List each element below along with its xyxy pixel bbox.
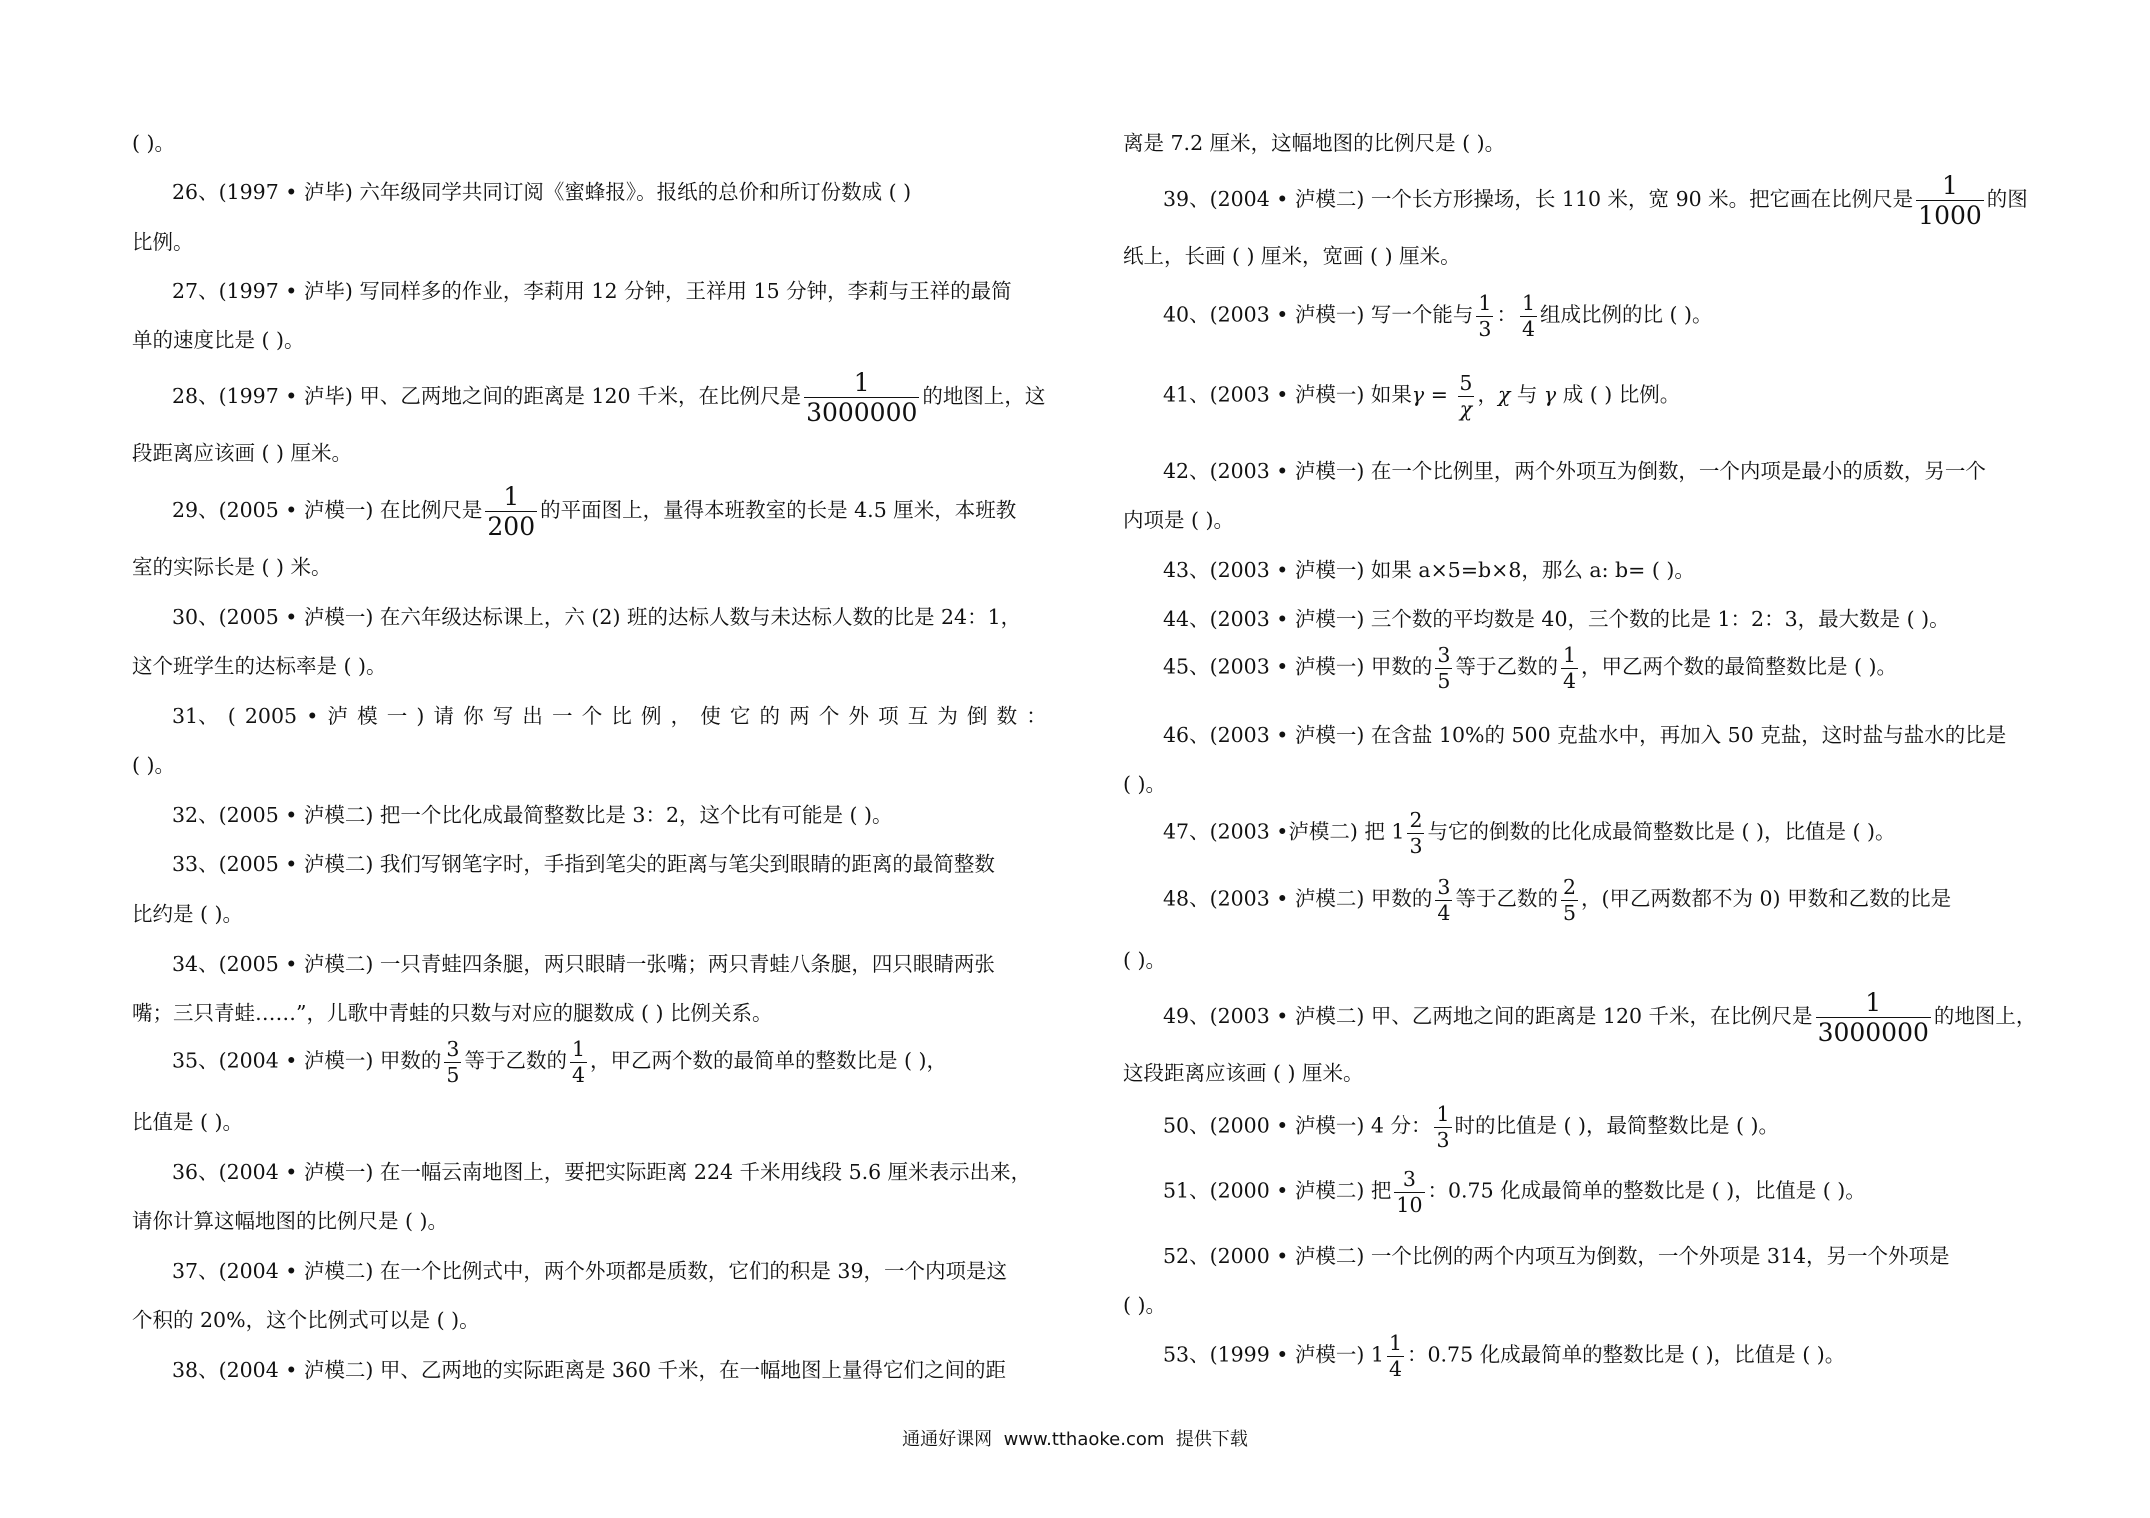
q31-char: ： [1026, 704, 1047, 728]
q31-char: • [306, 704, 319, 728]
q48-fraction-2-5 [1561, 877, 1578, 923]
q33-line1: 33、(2005 • 泸模二) 我们写钢笔字时，手指到笔尖的距离与笔尖到眼睛的距离的最简整数 [172, 852, 995, 876]
q31-char: 个 [581, 704, 603, 728]
q31-char: ， [670, 704, 692, 728]
q29-line2: 室的实际长是 ( ) 米。 [132, 555, 332, 579]
q41-numerator: 5 [1459, 371, 1473, 395]
q48-f2-denominator: 5 [1562, 900, 1576, 925]
q31-char: 你 [463, 704, 484, 728]
q28-line1 [132, 370, 1047, 425]
q45-fraction-3-5 [1435, 645, 1452, 691]
q29-text-tail: 的平面图上，量得本班教室的长是 4.5 厘米，本班教 [540, 498, 1017, 522]
q40-colon: ： [1496, 302, 1517, 327]
q43-line1: 43、(2003 • 泸模一) 如果 a×5=b×8，那么 a: b= ( )。 [1163, 558, 1695, 582]
q53-text-tail: ：0.75 化成最简单的整数比是 ( )，比值是 ( )。 [1406, 1342, 1846, 1367]
q41-text-tail: 成 ( ) 比例。 [1556, 382, 1681, 407]
q31-char: 外 [848, 704, 869, 728]
q28-text-tail: 的地图上，这 [922, 384, 1046, 408]
q47-fraction-2-3 [1407, 810, 1424, 856]
q29-denominator: 200 [487, 512, 536, 541]
q50-text-tail: 时的比值是 ( )，最简整数比是 ( )。 [1454, 1113, 1780, 1138]
q35-line1 [132, 1039, 1047, 1085]
q45-f1-numerator: 3 [1437, 643, 1451, 667]
q35-text: 35、(2004 • 泸模一) 甲数的 [172, 1048, 442, 1073]
q35-fraction-1-4 [570, 1039, 587, 1085]
q42-line1: 42、(2003 • 泸模一) 在一个比例里，两个外项互为倒数，一个内项是最小的质数，另一个 [1163, 459, 1986, 483]
q35-f2-denominator: 4 [571, 1062, 585, 1087]
q48-text-tail: ，(甲乙两数都不为 0) 甲数和乙数的比是 [1581, 886, 1952, 911]
q31-char: ) [416, 704, 425, 728]
q40-f2-numerator: 1 [1521, 291, 1535, 315]
q40-f1-denominator: 3 [1478, 316, 1492, 341]
q51-denominator: 10 [1396, 1192, 1423, 1217]
q49-text: 49、(2003 • 泸模二) 甲、乙两地之间的距离是 120 千米，在比例尺是 [1163, 1004, 1813, 1028]
q53-line1 [1123, 1333, 2045, 1379]
q31-char: 2005 [244, 704, 298, 728]
q39-text: 39、(2004 • 泸模二) 一个长方形操场，长 110 米，宽 90 米。把它画在比例尺是 [1163, 187, 1914, 211]
q41-comma: ， [1477, 382, 1498, 407]
q35-text-mid: 等于乙数的 [464, 1048, 567, 1073]
q50-fraction-1-3 [1434, 1104, 1451, 1150]
q30-line1: 30、(2005 • 泸模一) 在六年级达标课上，六 (2) 班的达标人数与未达标人数的比是 24：1， [172, 605, 1022, 629]
q38-line1: 38、(2004 • 泸模二) 甲、乙两地的实际距离是 360 千米，在一幅地图上量得它们之间的距 [172, 1358, 1007, 1382]
q27-line1: 27、(1997 • 泸毕) 写同样多的作业，李莉用 12 分钟，王祥用 15 分钟，李莉与王祥的最简 [172, 279, 1012, 303]
q35-f1-numerator: 3 [446, 1037, 460, 1061]
q31-char: 互 [907, 704, 929, 728]
q36-line1: 36、(2004 • 泸模一) 在一幅云南地图上，要把实际距离 224 千米用线段 5.6 厘米表示出来， [172, 1160, 1032, 1184]
q45-f1-denominator: 5 [1437, 668, 1451, 693]
q28-line2: 段距离应该画 ( ) 厘米。 [132, 441, 353, 465]
q51-text-tail: ：0.75 化成最简单的整数比是 ( )，比值是 ( )。 [1427, 1178, 1866, 1203]
q41-fraction-5-chi [1457, 373, 1474, 419]
q31-char: 一 [552, 704, 573, 728]
q39-line1 [1123, 173, 2045, 228]
q27-line2: 单的速度比是 ( )。 [132, 328, 305, 352]
q41-text-and: 与 [1510, 382, 1544, 407]
q37-line1: 37、(2004 • 泸模二) 在一个比例式中，两个外项都是质数，它们的积是 39，一个内项是这 [172, 1259, 1007, 1283]
q31-char: ( [227, 704, 236, 728]
q39-denominator: 1000 [1918, 201, 1982, 230]
q45-fraction-1-4 [1561, 645, 1578, 691]
q47-line1 [1123, 810, 2045, 856]
q49-numerator: 1 [1865, 988, 1882, 1017]
q41-equals: = [1424, 382, 1455, 407]
q31-char: 的 [759, 704, 781, 728]
q52-line2: ( )。 [1123, 1293, 1167, 1317]
q45-f2-denominator: 4 [1562, 668, 1576, 693]
q30-line2: 这个班学生的达标率是 ( )。 [132, 654, 387, 678]
q51-text: 51、(2000 • 泸模二) 把 [1163, 1178, 1392, 1203]
q49-line1 [1123, 990, 2045, 1045]
q51-fraction-3-10 [1394, 1169, 1424, 1215]
q35-text-tail: ，甲乙两个数的最简单的整数比是 ( )， [590, 1048, 948, 1073]
q35-f2-numerator: 1 [571, 1037, 585, 1061]
q40-line1 [1123, 293, 2045, 339]
q48-text-mid: 等于乙数的 [1455, 886, 1558, 911]
q28-numerator: 1 [853, 368, 870, 397]
q29-text: 29、(2005 • 泸模一) 在比例尺是 [172, 498, 483, 522]
q41-var-chi: χ [1497, 382, 1511, 407]
q46-line2: ( )。 [1123, 772, 1167, 796]
q41-var-gamma: γ [1411, 382, 1425, 407]
q48-text: 48、(2003 • 泸模二) 甲数的 [1163, 886, 1433, 911]
q40-fraction-1-4 [1520, 293, 1537, 339]
q50-text: 50、(2000 • 泸模一) 4 分： [1163, 1113, 1432, 1138]
q29-numerator: 1 [503, 482, 520, 511]
q44-line1: 44、(2003 • 泸模一) 三个数的平均数是 40，三个数的比是 1：2：3，最大数是 ( )。 [1163, 607, 1950, 631]
page-footer: 通通好课网 www.tthaoke.com 提供下载 [902, 1429, 1248, 1450]
q47-numerator: 2 [1409, 808, 1423, 832]
q47-text: 47、(2003 •泸模二) 把 1 [1163, 819, 1405, 844]
q48-line2: ( )。 [1123, 948, 1167, 972]
q48-f1-denominator: 4 [1437, 900, 1451, 925]
q39-scale-fraction [1916, 173, 1984, 228]
q40-text: 40、(2003 • 泸模一) 写一个能与 [1163, 302, 1474, 327]
q34-line2: 嘴；三只青蛙……”，儿歌中青蛙的只数与对应的腿数成 ( ) 比例关系。 [132, 1001, 773, 1025]
q31-char: 请 [433, 704, 454, 728]
q45-text-tail: ，甲乙两个数的最简整数比是 ( )。 [1581, 654, 1898, 679]
q28-scale-fraction [804, 370, 919, 425]
line-blank-continuation: ( )。 [132, 131, 176, 155]
q31-char: 31、 [172, 704, 219, 728]
q31-line1 [132, 706, 1047, 727]
q50-line1 [1123, 1104, 2045, 1150]
q41-denominator: χ [1459, 396, 1473, 421]
q31-line2: ( )。 [132, 753, 176, 777]
q28-text: 28、(1997 • 泸毕) 甲、乙两地之间的距离是 120 千米，在比例尺是 [172, 384, 802, 408]
q31-char: 泸 [327, 704, 348, 728]
q31-char: 两 [789, 704, 810, 728]
q26-line2: 比例。 [132, 230, 194, 254]
q53-text: 53、(1999 • 泸模一) 1 [1163, 1342, 1384, 1367]
q31-char: 例 [640, 704, 662, 728]
q53-fraction-1-4 [1387, 1333, 1404, 1379]
q41-text: 41、(2003 • 泸模一) 如果 [1163, 382, 1412, 407]
q45-f2-numerator: 1 [1562, 643, 1576, 667]
q31-char: 模 [357, 704, 378, 728]
q53-numerator: 1 [1388, 1331, 1402, 1355]
q51-line1 [1123, 1169, 2045, 1215]
q45-line1 [1123, 645, 2045, 691]
q47-text-tail: 与它的倒数的比化成最简整数比是 ( )，比值是 ( )。 [1427, 819, 1896, 844]
q50-denominator: 3 [1436, 1127, 1450, 1152]
q31-char: 比 [611, 704, 632, 728]
q36-line2: 请你计算这幅地图的比例尺是 ( )。 [132, 1209, 449, 1233]
q31-char: 它 [729, 704, 751, 728]
q31-char: 使 [700, 704, 721, 728]
q39-line2: 纸上，长画 ( ) 厘米，宽画 ( ) 厘米。 [1123, 244, 1461, 268]
q35-fraction-3-5 [444, 1039, 461, 1085]
q48-f1-numerator: 3 [1437, 875, 1451, 899]
q45-text-mid: 等于乙数的 [1455, 654, 1558, 679]
q38-line2: 离是 7.2 厘米，这幅地图的比例尺是 ( )。 [1123, 131, 1506, 155]
q47-denominator: 3 [1409, 833, 1423, 858]
q39-text-tail: 的图 [1986, 187, 2028, 211]
q40-f2-denominator: 4 [1521, 316, 1535, 341]
q48-f2-numerator: 2 [1562, 875, 1576, 899]
q32-line1: 32、(2005 • 泸模二) 把一个比化成最简整数比是 3：2，这个比有可能是 ( )。 [172, 803, 893, 827]
q52-line1: 52、(2000 • 泸模二) 一个比例的两个内项互为倒数，一个外项是 314，另一个外项是 [1163, 1244, 1950, 1268]
q31-char: 一 [386, 704, 408, 728]
q31-char: 写 [492, 704, 514, 728]
q49-scale-fraction [1816, 990, 1931, 1045]
q41-line1 [1123, 373, 2045, 419]
q28-denominator: 3000000 [806, 398, 918, 427]
q46-line1: 46、(2003 • 泸模一) 在含盐 10%的 500 克盐水中，再加入 50 克盐，这时盐与盐水的比是 [1163, 723, 2007, 747]
q40-fraction-1-3 [1476, 293, 1493, 339]
q35-line2: 比值是 ( )。 [132, 1110, 244, 1134]
q26-line1: 26、(1997 • 泸毕) 六年级同学共同订阅《蜜蜂报》。报纸的总价和所订份数成 ( ) [172, 180, 912, 204]
q29-scale-fraction [485, 484, 537, 539]
q48-line1 [1123, 877, 2045, 923]
q51-numerator: 3 [1402, 1167, 1416, 1191]
q41-var-gamma2: γ [1543, 382, 1557, 407]
q35-f1-denominator: 5 [446, 1062, 460, 1087]
q53-denominator: 4 [1388, 1356, 1402, 1381]
q31-char: 倒 [967, 704, 988, 728]
q49-denominator: 3000000 [1817, 1018, 1929, 1047]
q37-line2: 个积的 20%，这个比例式可以是 ( )。 [132, 1308, 480, 1332]
q40-f1-numerator: 1 [1478, 291, 1492, 315]
q39-numerator: 1 [1942, 171, 1958, 200]
q48-fraction-3-4 [1435, 877, 1452, 923]
q45-text: 45、(2003 • 泸模一) 甲数的 [1163, 654, 1433, 679]
q50-numerator: 1 [1436, 1102, 1450, 1126]
q40-text-tail: 组成比例的比 ( )。 [1540, 302, 1713, 327]
q29-line1 [132, 484, 1047, 539]
q31-char: 出 [522, 704, 543, 728]
q34-line1: 34、(2005 • 泸模二) 一只青蛙四条腿，两只眼睛一张嘴；两只青蛙八条腿，四只眼睛两张 [172, 952, 995, 976]
q31-char: 为 [937, 704, 958, 728]
q49-line2: 这段距离应该画 ( ) 厘米。 [1123, 1061, 1364, 1085]
q33-line2: 比约是 ( )。 [132, 902, 244, 926]
q31-char: 数 [996, 704, 1018, 728]
q42-line2: 内项是 ( )。 [1123, 508, 1235, 532]
q31-char: 项 [878, 704, 899, 728]
q31-char: 个 [818, 704, 840, 728]
q49-text-tail: 的地图上， [1933, 1004, 2037, 1028]
